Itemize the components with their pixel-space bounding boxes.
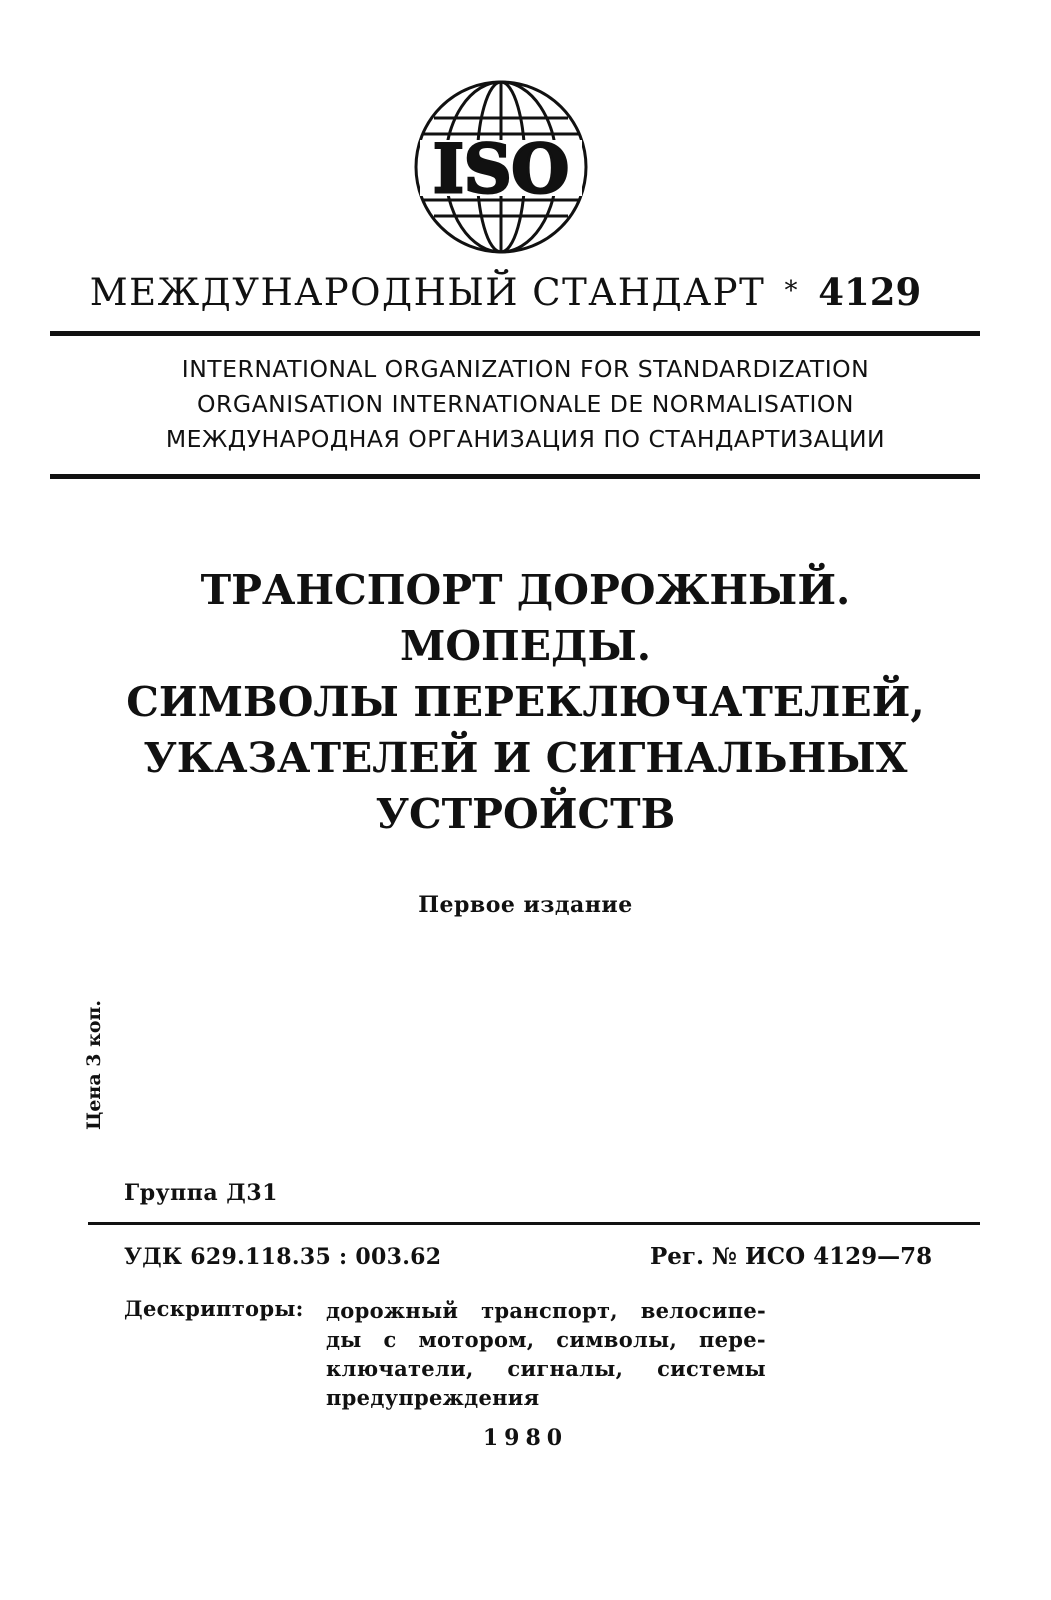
udk-code: УДК 629.118.35 : 003.62 <box>124 1244 442 1270</box>
standard-label: МЕЖДУНАРОДНЫЙ СТАНДАРТ <box>89 271 766 314</box>
publication-year: 1980 <box>482 1425 569 1451</box>
title-line: ТРАНСПОРТ ДОРОЖНЫЙ. <box>200 566 851 614</box>
iso-logo <box>412 78 590 256</box>
descriptor-word: дорожный <box>326 1298 459 1323</box>
star-mark: * <box>784 276 800 306</box>
edition-label: Первое издание <box>418 892 633 918</box>
descriptor-word: велосипе- <box>640 1298 766 1323</box>
descriptors-line <box>326 1296 766 1325</box>
title-line: УКАЗАТЕЛЕЙ И СИГНАЛЬНЫХ <box>143 734 908 782</box>
descriptors-line <box>326 1354 766 1383</box>
org-name-en: INTERNATIONAL ORGANIZATION FOR STANDARDIZATION <box>181 355 870 383</box>
organization-names <box>60 352 991 457</box>
descriptors-line: предупреждения <box>326 1385 540 1410</box>
logo-text: ISO <box>432 130 570 208</box>
descriptor-word: сигналы, <box>507 1356 624 1381</box>
bottom-divider <box>88 1222 980 1225</box>
descriptor-word: транспорт, <box>481 1298 618 1323</box>
registration-number: Рег. № ИСО 4129—78 <box>650 1243 933 1270</box>
descriptor-word: системы <box>657 1356 766 1381</box>
descriptors-label: Дескрипторы: <box>124 1296 304 1321</box>
standard-number: 4129 <box>818 270 922 314</box>
descriptors-list <box>326 1296 766 1412</box>
group-label: Группа Д31 <box>124 1180 278 1206</box>
descriptor-word: с <box>383 1327 397 1352</box>
descriptor-word: символы, <box>556 1327 678 1352</box>
descriptor-word: ключатели, <box>326 1356 474 1381</box>
descriptor-word: пере- <box>698 1327 766 1352</box>
org-name-fr: ORGANISATION INTERNATIONALE DE NORMALISATION <box>197 390 854 418</box>
descriptor-word: ды <box>326 1327 362 1352</box>
descriptors-line <box>326 1325 766 1354</box>
title-line: МОПЕДЫ. <box>399 622 652 670</box>
title-line: УСТРОЙСТВ <box>375 790 676 838</box>
middle-divider <box>50 474 980 479</box>
standard-heading <box>50 270 961 314</box>
price-text: Цена 3 коп. <box>83 999 105 1131</box>
document-title <box>60 562 991 842</box>
title-line: СИМВОЛЫ ПЕРЕКЛЮЧАТЕЛЕЙ, <box>126 678 925 726</box>
descriptor-word: мотором, <box>418 1327 535 1352</box>
org-name-ru: МЕЖДУНАРОДНАЯ ОРГАНИЗАЦИЯ ПО СТАНДАРТИЗАЦИИ <box>165 425 886 453</box>
price-label <box>82 995 106 1135</box>
top-divider <box>50 331 980 336</box>
